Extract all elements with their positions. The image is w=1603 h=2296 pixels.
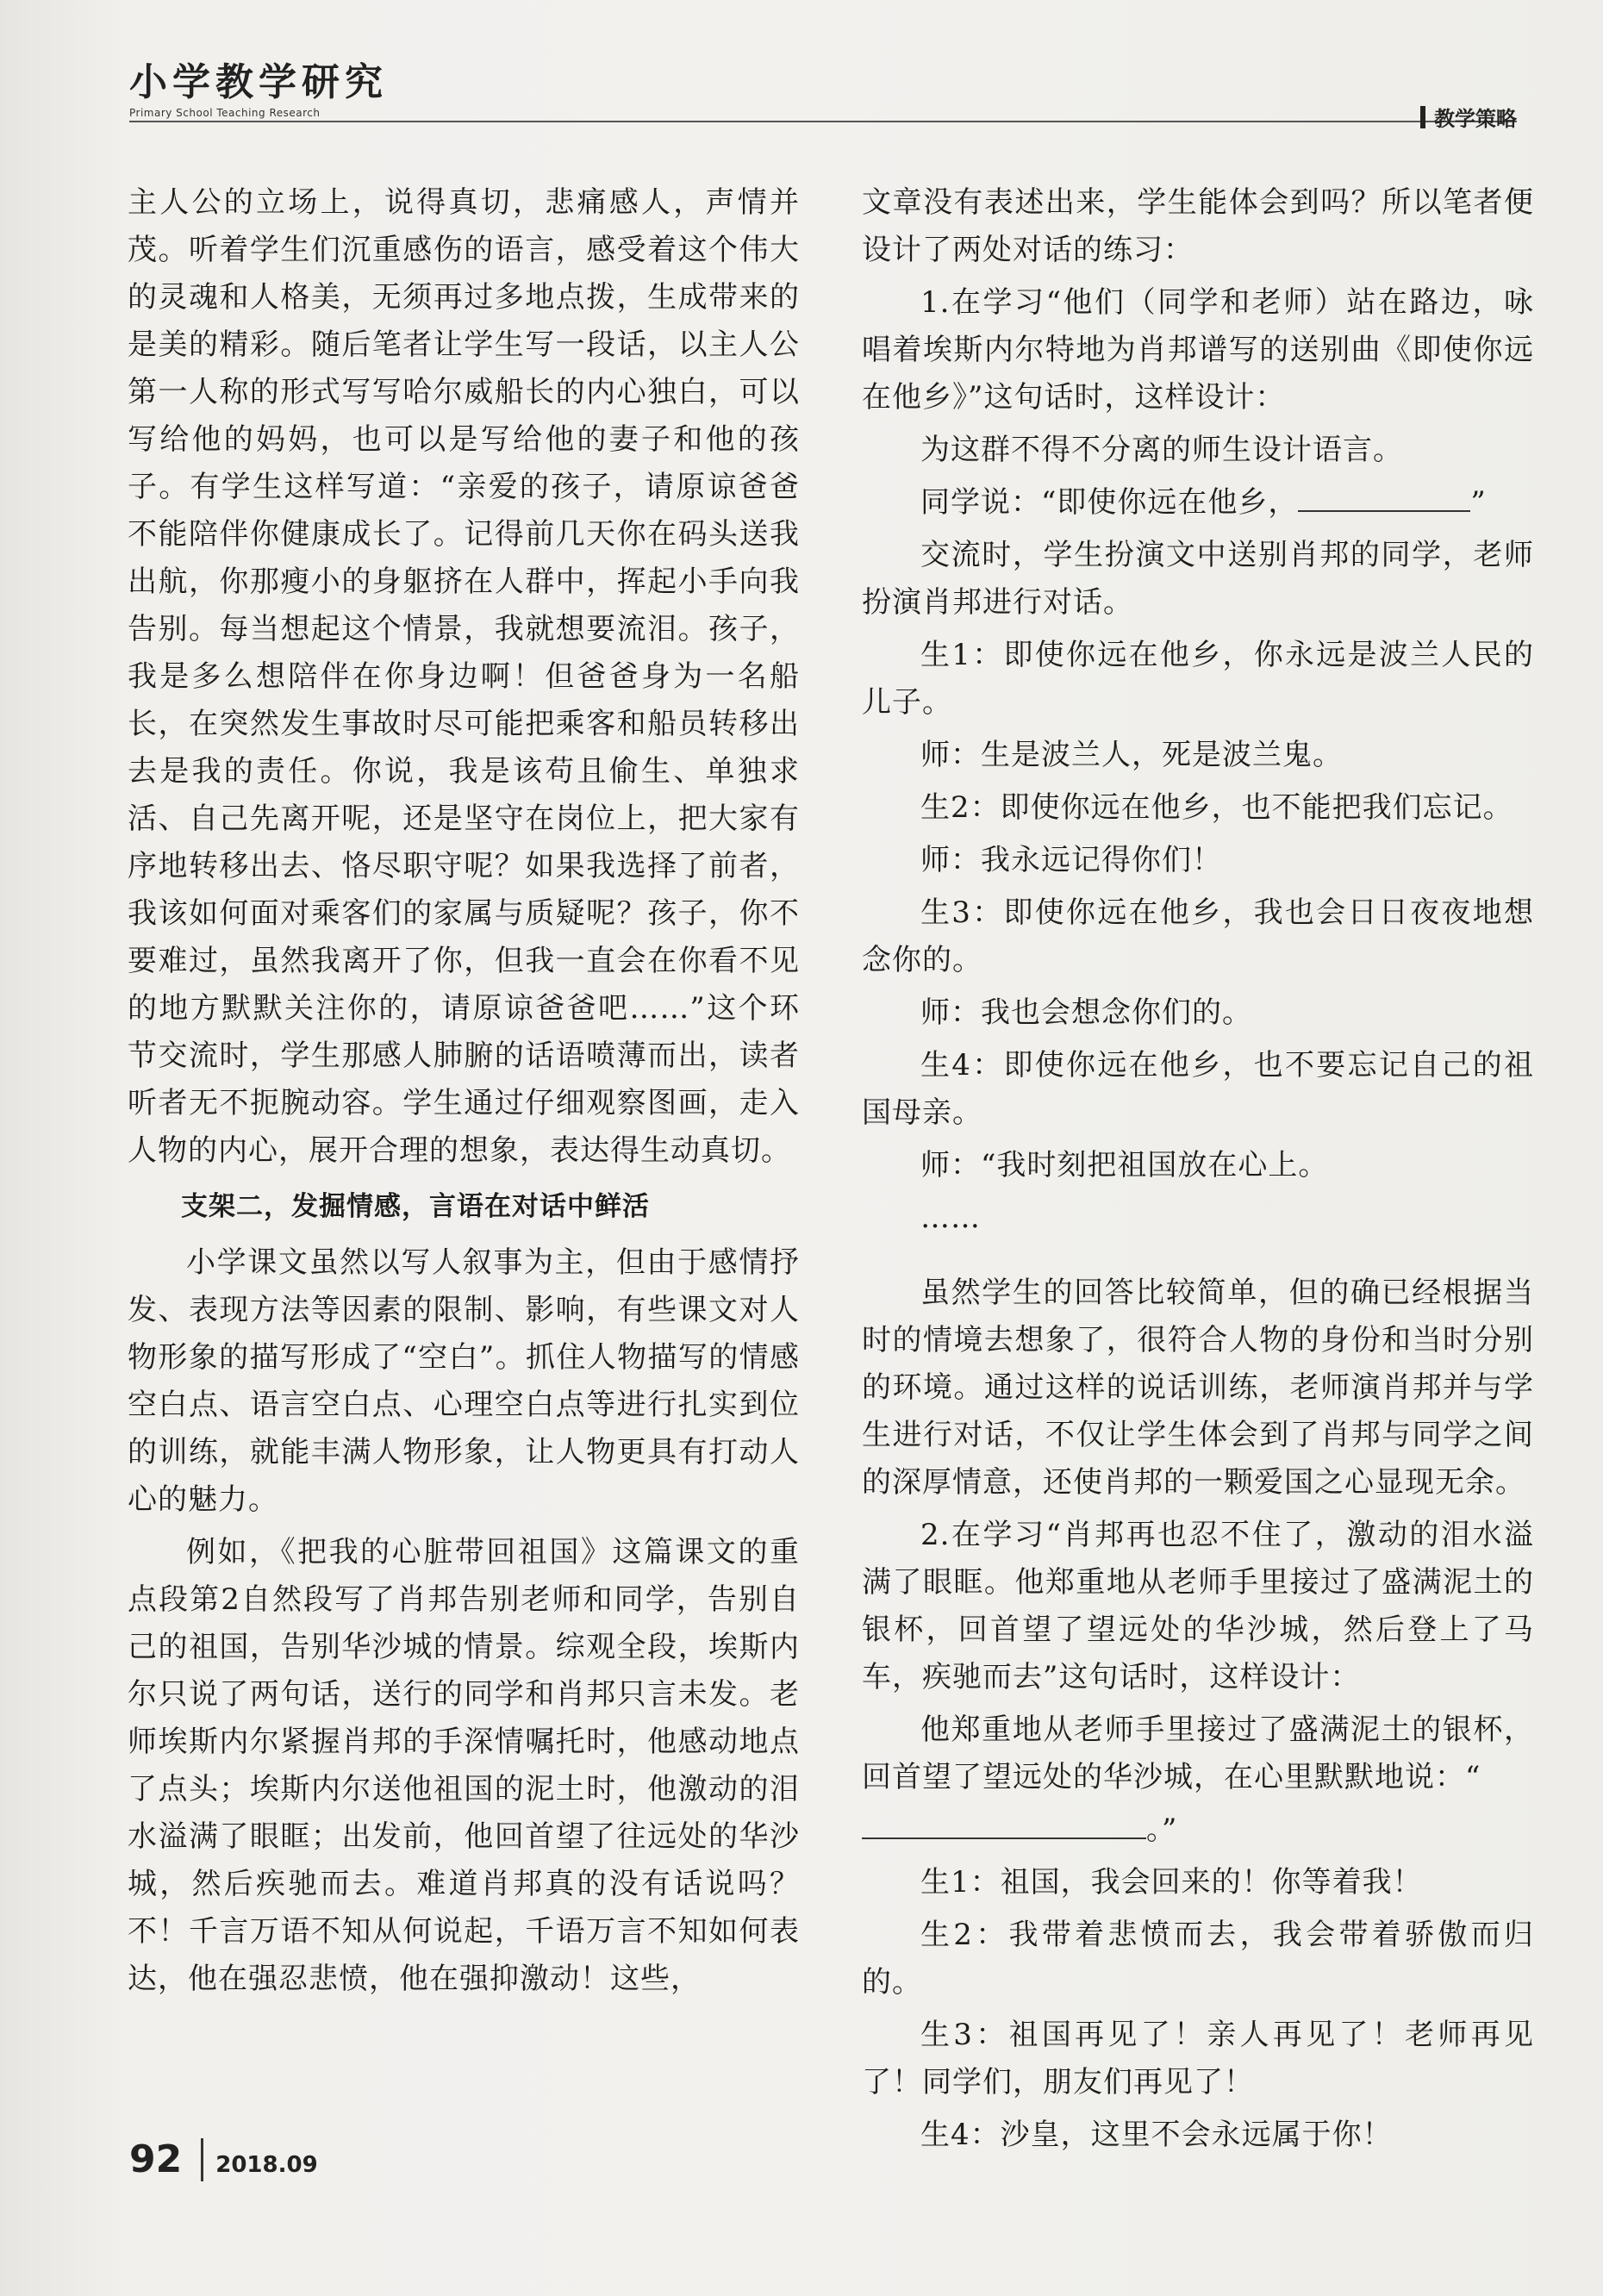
paragraph-text: 同学说：“即使你远在他乡，: [920, 485, 1299, 520]
page-footer: [129, 2137, 318, 2181]
footer-divider: [201, 2138, 203, 2181]
ellipsis-line: ……: [920, 1201, 981, 1235]
paragraph: [862, 479, 1534, 527]
dialogue-line: 生3：祖国再见了！亲人再见了！老师再见了！同学们，朋友们再见了！: [862, 2018, 1534, 2099]
paragraph: 1.在学习“他们（同学和老师）站在路边，咏唱着埃斯内尔特地为肖邦谱写的送别曲《即使你远在他乡》”这句话时，这样设计：: [862, 285, 1534, 415]
paragraph: 主人公的立场上，说得真切，悲痛感人，声情并茂。听着学生们沉重感伤的语言，感受着这个伟大的灵魂和人格美，无须再过多地点拨，生成带来的是美的精彩。随后笔者让学生写一段话，以主人公第一人称的形式写写哈尔威船长的内心独白，可以写给他的妈妈，也可以是写给他的妻子和他的孩子。有学生这样写道：“亲爱的孩子，请原谅爸爸不能陪伴你健康成长了。记得前几天你在码头送我出航，你那瘦小的身躯挤在人群中，挥起小手向我告别。每当想起这个情景，我就想要流泪。孩子，我是多么想陪伴在你身边啊！但爸爸身为一名船长，在突然发生事故时尽可能把乘客和船员转移出去是我的责任。你说，我是该苟且偷生、单独求活、自己先离开呢，还是坚守在岗位上，把大家有序地转移出去、恪尽职守呢？如果我选择了前者，我该如何面对乘客们的家属与质疑呢？孩子，你不要难过，虽然我离开了你，但我一直会在你看不见的地方默默关注你的，请原谅爸爸吧……”这个环节交流时，学生那感人肺腑的话语喷薄而出，读者听者无不扼腕动容。学生通过仔细观察图画，走入人物的内心，展开合理的想象，表达得生动真切。: [128, 185, 800, 1168]
section-title: 教学策略: [1434, 107, 1517, 131]
paragraph: 交流时，学生扮演文中送别肖邦的同学，老师扮演肖邦进行对话。: [862, 538, 1534, 620]
closing-quote: 。”: [1146, 1812, 1178, 1847]
fill-in-line: [862, 1806, 1534, 1854]
dialogue-line: 生1：即使你远在他乡，你永远是波兰人民的儿子。: [862, 638, 1534, 720]
dialogue-line: 生3：即使你远在他乡，我也会日日夜夜地想念你的。: [862, 895, 1534, 977]
issue-date: 2018.09: [215, 2152, 318, 2178]
paragraph: 他郑重地从老师手里接过了盛满泥土的银杯，回首望了望远处的华沙城，在心里默默地说：“: [862, 1713, 1534, 1794]
dialogue-line: 生1：祖国，我会回来的！你等着我！: [920, 1865, 1423, 1900]
section-label: [1420, 102, 1517, 132]
dialogue-line: 生2：我带着悲愤而去，我会带着骄傲而归的。: [862, 1918, 1534, 2000]
journal-title: 小学教学研究: [129, 60, 388, 104]
section-marker-icon: [1420, 106, 1425, 128]
dialogue-line: 师：我也会想念你们的。: [920, 995, 1252, 1030]
dialogue-line: 生4：即使你远在他乡，也不要忘记自己的祖国母亲。: [862, 1048, 1534, 1130]
dialogue-line: 生4：沙皇，这里不会永远属于你！: [920, 2118, 1393, 2152]
closing-quote: ”: [1470, 485, 1487, 520]
paragraph: 文章没有表述出来，学生能体会到吗？所以笔者便设计了两处对话的练习：: [862, 185, 1534, 267]
paragraph: 2.在学习“肖邦再也忍不住了，激动的泪水溢满了眼眶。他郑重地从老师手里接过了盛满泥土的银杯，回首望了望远处的华沙城，然后登上了马车，疾驰而去”这句话时，这样设计：: [862, 1518, 1534, 1694]
paragraph: 例如，《把我的心脏带回祖国》这篇课文的重点段第2自然段写了肖邦告别老师和同学，告别自己的祖国，告别华沙城的情景。综观全段，埃斯内尔只说了两句话，送行的同学和肖邦只言未发。老师埃斯内尔紧握肖邦的手深情嘱托时，他感动地点了点头；埃斯内尔送他祖国的泥土时，他激动的泪水溢满了眼眶；出发前，他回首望了往远处的华沙城，然后疾驰而去。难道肖邦真的没有话说吗？不！千言万语不知从何说起，千语万言不知如何表达，他在强忍悲愤，他在强抑激动！这些，: [128, 1535, 800, 1996]
page-number: 92: [129, 2137, 183, 2181]
paragraph: 为这群不得不分离的师生设计语言。: [920, 433, 1403, 467]
right-column: [862, 179, 1534, 2164]
dialogue-line: 师：“我时刻把祖国放在心上。: [920, 1148, 1329, 1182]
dialogue-line: 生2：即使你远在他乡，也不能把我们忘记。: [920, 790, 1513, 825]
section-heading: 支架二，发掘情感，言语在对话中鲜活: [181, 1191, 650, 1222]
left-column: [128, 179, 800, 2008]
header-rule: [129, 121, 1517, 122]
journal-masthead: [129, 60, 388, 119]
fill-in-blank: [862, 1815, 1146, 1839]
paragraph: 小学课文虽然以写人叙事为主，但由于感情抒发、表现方法等因素的限制、影响，有些课文对人物形象的描写形成了“空白”。抓住人物描写的情感空白点、语言空白点、心理空白点等进行扎实到位的训练，就能丰满人物形象，让人物更具有打动人心的魅力。: [128, 1245, 800, 1517]
journal-subtitle: Primary School Teaching Research: [129, 107, 321, 119]
dialogue-line: 师：生是波兰人，死是波兰鬼。: [920, 738, 1343, 772]
fill-in-blank: [1298, 488, 1470, 512]
dialogue-line: 师：我永远记得你们！: [920, 843, 1222, 877]
paragraph: 虽然学生的回答比较简单，但的确已经根据当时的情境去想象了，很符合人物的身份和当时分别的环境。通过这样的说话训练，老师演肖邦并与学生进行对话，不仅让学生体会到了肖邦与同学之间的深厚情意，还使肖邦的一颗爱国之心显现无余。: [862, 1276, 1534, 1500]
